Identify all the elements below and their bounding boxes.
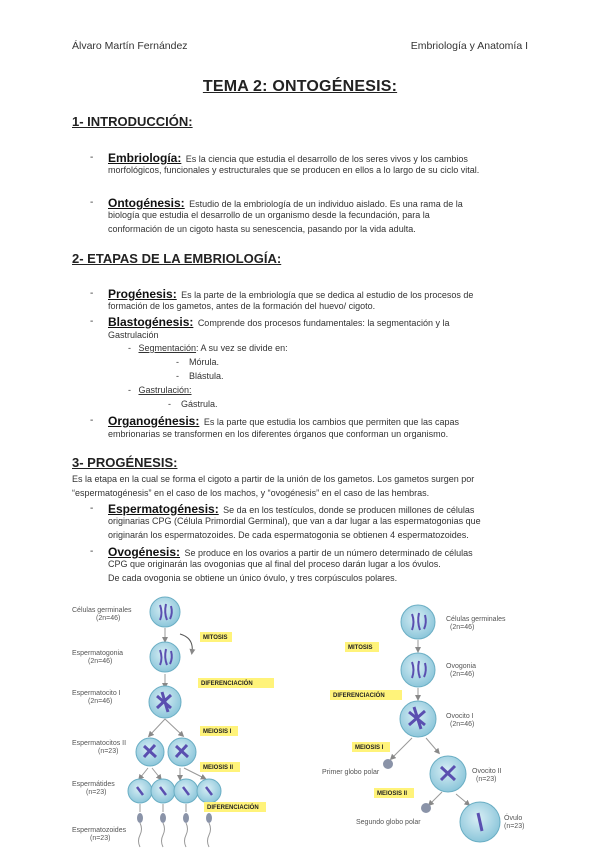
text-line: De cada ovogonia se obtiene un único óvulo, y tres corpúsculos polares. — [108, 573, 398, 583]
page-title: TEMA 2: ONTOGÉNESIS: — [202, 78, 398, 95]
segundo-globo-polar — [421, 803, 431, 813]
bullet-dash: - — [90, 197, 94, 208]
tag-diferenciacion: DIFERENCIACIÓN — [333, 693, 385, 699]
term-embriologia: Embriología: — [108, 151, 182, 165]
label: Células germinales — [446, 616, 506, 623]
text-line: Es la ciencia que estudia el desarrollo de los seres vivos y los cambios — [185, 154, 468, 164]
list-item: - Gástrula. — [168, 399, 218, 409]
list-item: - Mórula. — [176, 357, 220, 367]
bullet-dash: - — [90, 503, 94, 514]
gametogenesis-diagram — [0, 592, 600, 848]
tag-meiosis-ii: MEIOSIS II — [377, 791, 408, 797]
label: (n=23) — [90, 835, 111, 842]
label: Ovocito I — [446, 713, 474, 720]
label: (n=23) — [86, 789, 107, 796]
bullet-dash: - — [90, 415, 94, 426]
label: (n=23) — [98, 748, 119, 755]
sub-gastrulacion — [128, 385, 192, 395]
term-blastogenesis: Blastogénesis: — [108, 315, 194, 329]
tag-diferenciacion: DIFERENCIACIÓN — [207, 805, 259, 811]
item-gastrula: Gástrula. — [181, 399, 218, 409]
item-blastogenesis — [108, 313, 548, 331]
label: (2n=46) — [450, 671, 475, 678]
list-item: - Blástula. — [176, 371, 224, 381]
text-line: Se produce en los ovarios a partir de un número determinado de células — [184, 548, 473, 558]
espermatozoides-row — [137, 804, 212, 847]
header-course: Embriología y Anatomía I — [410, 40, 528, 52]
text-line: embrionarias se transformen en los diferentes órganos que conforman un organismo. — [108, 429, 449, 439]
text-line: conformación de un cigoto hasta su senescencia, pasando por la vida adulta. — [108, 224, 416, 234]
text-line: formación de los gametos, antes de la formación del huevo/ cigoto. — [108, 301, 376, 311]
tag-meiosis-i: MEIOSIS I — [203, 729, 232, 735]
label: Espermátides — [72, 781, 115, 788]
term-progenesis: Progénesis: — [108, 287, 177, 301]
text-line: CPG que originarán las ovogonias que al final del proceso darán lugar a los óvulos. — [108, 559, 441, 569]
tag-diferenciacion: DIFERENCIACIÓN — [201, 681, 253, 687]
bullet-dash: - — [90, 288, 94, 299]
label-segmentacion: Segmentación — [138, 343, 197, 353]
text-line: Es la parte de la embriología que se dedica al estudio de los procesos de — [181, 290, 474, 300]
item-blastula: Blástula. — [189, 371, 224, 381]
text-line: originarán los espermatozoides. De cada espermatogonia se obtienen 4 espermatozoides. — [108, 530, 469, 540]
term-ontogenesis: Ontogénesis: — [108, 196, 185, 210]
spermatogenesis-diagram — [72, 597, 274, 847]
label: Óvulo — [504, 815, 523, 822]
section-heading-progenesis: 3- PROGÉNESIS: — [72, 455, 178, 470]
text-line: Es la etapa en la cual se forma el cigoto a partir de la unión de los gametos. Los gametos surgen por — [72, 474, 475, 484]
sub-segmentacion — [128, 343, 288, 353]
label: Espermatozoides — [72, 827, 127, 834]
tag-meiosis-ii: MEIOSIS II — [203, 765, 234, 771]
bullet-dash: - — [90, 152, 94, 163]
label: Ovocito II — [472, 768, 502, 775]
tag-mitosis: MITOSIS — [203, 635, 228, 641]
label: Ovogonia — [446, 663, 476, 670]
text-line: Se da en los testículos, donde se producen millones de células — [223, 505, 475, 515]
bullet-dash: - — [90, 316, 94, 327]
item-morula: Mórula. — [189, 357, 220, 367]
label: (n=23) — [476, 776, 497, 783]
text-line: Comprende dos procesos fundamentales: la segmentación y la — [197, 318, 450, 328]
label: Células germinales — [72, 607, 132, 614]
text-line: Es la parte que estudia los cambios que permiten que las capas — [203, 417, 459, 427]
label: (n=23) — [504, 823, 525, 830]
term-ovogenesis: Ovogénesis: — [108, 545, 181, 559]
section-heading-etapas: 2- ETAPAS DE LA EMBRIOLOGÍA: — [72, 251, 282, 266]
bullet-dash: - — [128, 343, 139, 353]
label: Espermatogonia — [72, 650, 123, 657]
label: (2n=46) — [450, 721, 475, 728]
label: (2n=46) — [88, 698, 113, 705]
label: (2n=46) — [96, 615, 121, 622]
term-organogenesis: Organogénesis: — [108, 414, 200, 428]
text-line: originarias CPG (Célula Primordial Germinal), que van a dar lugar a las espermatogonias que — [108, 516, 481, 526]
label: (2n=46) — [450, 624, 475, 631]
oogenesis-diagram — [322, 605, 524, 842]
label: Primer globo polar — [322, 769, 380, 776]
espermatides-row — [128, 779, 221, 803]
label: Espermatocitos II — [72, 740, 127, 747]
section-heading-intro: 1- INTRODUCCIÓN: — [72, 114, 193, 129]
tag-meiosis-i: MEIOSIS I — [355, 745, 384, 751]
label: Segundo globo polar — [356, 819, 421, 826]
label: Espermatocito I — [72, 690, 121, 697]
bullet-dash: - — [90, 546, 94, 557]
term-espermatogenesis: Espermatogénesis: — [108, 502, 219, 516]
text-line: biología que estudia el desarrollo de un organismo desde la fecundación, para la — [108, 210, 430, 220]
text-line: morfológicos, funcionales y estructurales que se producen en ellos a lo largo de su ciclo vital. — [108, 165, 480, 175]
label-gastrulacion: Gastrulación: — [138, 385, 192, 395]
tag-mitosis: MITOSIS — [348, 645, 373, 651]
text-line: Estudio de la embriología de un individuo aislado. Es una rama de la — [189, 199, 463, 209]
text-segmentacion: : A su vez se divide en: — [196, 343, 288, 353]
label: (2n=46) — [88, 658, 113, 665]
text-line: Gastrulación — [108, 330, 159, 340]
bullet-dash: - — [128, 385, 139, 395]
primer-globo-polar — [383, 759, 393, 769]
header-author: Álvaro Martín Fernández — [72, 40, 188, 52]
text-line: “espermatogénesis” en el caso de los machos, y “ovogénesis” en el caso de las hembras. — [72, 488, 430, 498]
